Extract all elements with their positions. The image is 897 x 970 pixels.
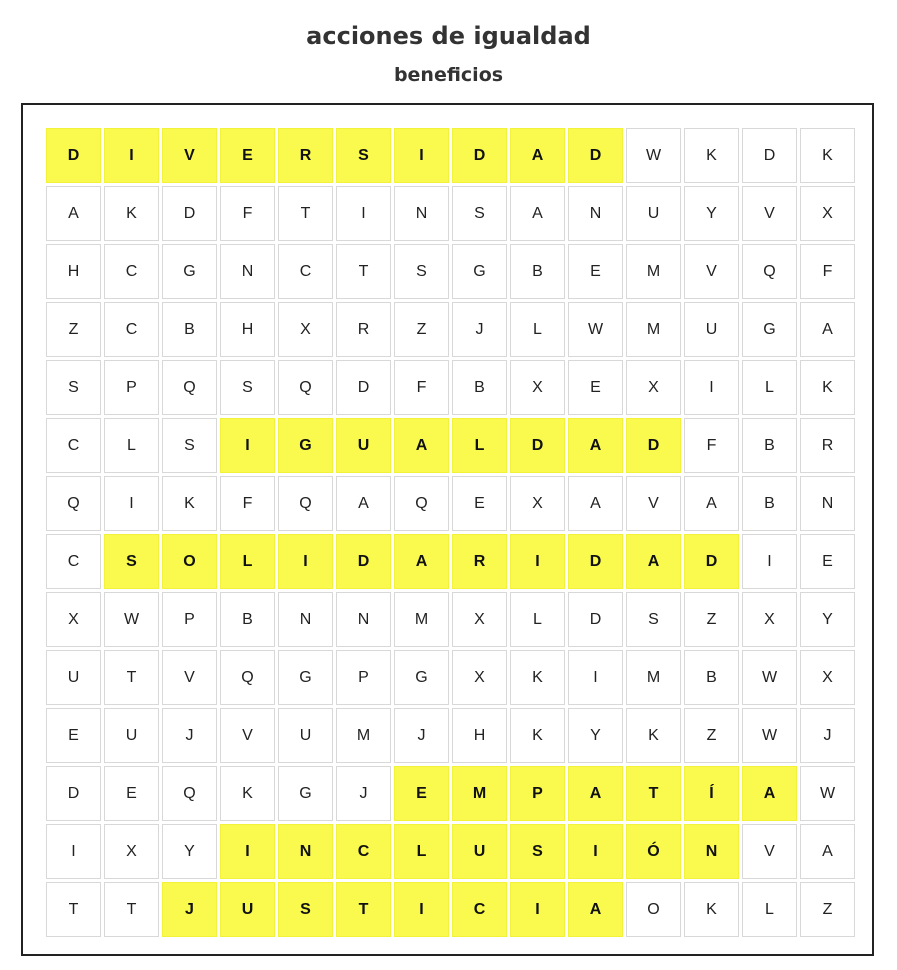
- grid-cell[interactable]: W: [568, 302, 623, 357]
- grid-cell[interactable]: B: [162, 302, 217, 357]
- grid-cell[interactable]: T: [104, 882, 159, 937]
- grid-cell[interactable]: W: [104, 592, 159, 647]
- grid-cell[interactable]: N: [220, 244, 275, 299]
- grid-cell[interactable]: J: [162, 708, 217, 763]
- grid-cell[interactable]: M: [626, 650, 681, 705]
- grid-cell[interactable]: A: [394, 534, 449, 589]
- grid-cell[interactable]: G: [278, 766, 333, 821]
- grid-cell[interactable]: S: [626, 592, 681, 647]
- grid-cell[interactable]: A: [510, 128, 565, 183]
- grid-cell[interactable]: K: [800, 360, 855, 415]
- grid-cell[interactable]: S: [452, 186, 507, 241]
- grid-cell[interactable]: Q: [394, 476, 449, 531]
- grid-cell[interactable]: G: [742, 302, 797, 357]
- grid-cell[interactable]: I: [568, 650, 623, 705]
- grid-cell[interactable]: D: [510, 418, 565, 473]
- grid-cell[interactable]: V: [742, 824, 797, 879]
- grid-cell[interactable]: S: [46, 360, 101, 415]
- grid-cell[interactable]: C: [336, 824, 391, 879]
- grid-cell[interactable]: A: [742, 766, 797, 821]
- grid-cell[interactable]: D: [626, 418, 681, 473]
- grid-cell[interactable]: G: [452, 244, 507, 299]
- grid-cell[interactable]: T: [626, 766, 681, 821]
- grid-cell[interactable]: Y: [162, 824, 217, 879]
- grid-cell[interactable]: C: [104, 244, 159, 299]
- grid-cell[interactable]: K: [220, 766, 275, 821]
- grid-cell[interactable]: J: [452, 302, 507, 357]
- grid-cell[interactable]: F: [684, 418, 739, 473]
- grid-cell[interactable]: K: [626, 708, 681, 763]
- grid-cell[interactable]: T: [46, 882, 101, 937]
- grid-cell[interactable]: I: [394, 128, 449, 183]
- grid-cell[interactable]: A: [510, 186, 565, 241]
- grid-cell[interactable]: I: [46, 824, 101, 879]
- grid-cell[interactable]: P: [104, 360, 159, 415]
- grid-cell[interactable]: Q: [46, 476, 101, 531]
- grid-cell[interactable]: N: [800, 476, 855, 531]
- grid-cell[interactable]: P: [336, 650, 391, 705]
- grid-cell[interactable]: K: [684, 128, 739, 183]
- grid-cell[interactable]: K: [510, 650, 565, 705]
- grid-cell[interactable]: L: [104, 418, 159, 473]
- grid-cell[interactable]: J: [394, 708, 449, 763]
- grid-cell[interactable]: W: [626, 128, 681, 183]
- grid-cell[interactable]: G: [278, 650, 333, 705]
- grid-cell[interactable]: D: [568, 128, 623, 183]
- grid-cell[interactable]: L: [220, 534, 275, 589]
- grid-cell[interactable]: Z: [684, 592, 739, 647]
- grid-cell[interactable]: E: [568, 244, 623, 299]
- grid-cell[interactable]: D: [162, 186, 217, 241]
- grid-cell[interactable]: Í: [684, 766, 739, 821]
- grid-cell[interactable]: S: [162, 418, 217, 473]
- grid-cell[interactable]: F: [394, 360, 449, 415]
- grid-cell[interactable]: Y: [684, 186, 739, 241]
- grid-cell[interactable]: Y: [800, 592, 855, 647]
- grid-cell[interactable]: D: [684, 534, 739, 589]
- grid-cell[interactable]: X: [800, 186, 855, 241]
- grid-cell[interactable]: B: [684, 650, 739, 705]
- grid-cell[interactable]: F: [800, 244, 855, 299]
- grid-cell[interactable]: M: [626, 244, 681, 299]
- grid-cell[interactable]: I: [336, 186, 391, 241]
- grid-cell[interactable]: X: [626, 360, 681, 415]
- grid-cell[interactable]: N: [394, 186, 449, 241]
- grid-cell[interactable]: N: [278, 824, 333, 879]
- grid-cell[interactable]: V: [626, 476, 681, 531]
- grid-cell[interactable]: F: [220, 186, 275, 241]
- grid-cell[interactable]: Q: [162, 766, 217, 821]
- grid-cell[interactable]: S: [336, 128, 391, 183]
- grid-cell[interactable]: U: [684, 302, 739, 357]
- grid-cell[interactable]: M: [452, 766, 507, 821]
- grid-cell[interactable]: J: [800, 708, 855, 763]
- grid-cell[interactable]: H: [220, 302, 275, 357]
- grid-cell[interactable]: X: [278, 302, 333, 357]
- grid-cell[interactable]: C: [104, 302, 159, 357]
- grid-cell[interactable]: C: [278, 244, 333, 299]
- grid-cell[interactable]: U: [46, 650, 101, 705]
- grid-cell[interactable]: W: [742, 650, 797, 705]
- grid-cell[interactable]: A: [684, 476, 739, 531]
- grid-cell[interactable]: M: [626, 302, 681, 357]
- grid-cell[interactable]: U: [626, 186, 681, 241]
- grid-cell[interactable]: X: [800, 650, 855, 705]
- grid-cell[interactable]: Z: [46, 302, 101, 357]
- grid-cell[interactable]: S: [220, 360, 275, 415]
- grid-cell[interactable]: C: [46, 534, 101, 589]
- grid-cell[interactable]: T: [336, 882, 391, 937]
- grid-cell[interactable]: V: [220, 708, 275, 763]
- grid-cell[interactable]: A: [800, 302, 855, 357]
- grid-cell[interactable]: I: [684, 360, 739, 415]
- grid-cell[interactable]: J: [336, 766, 391, 821]
- grid-cell[interactable]: K: [684, 882, 739, 937]
- grid-cell[interactable]: Q: [220, 650, 275, 705]
- grid-cell[interactable]: T: [278, 186, 333, 241]
- grid-cell[interactable]: D: [568, 534, 623, 589]
- grid-cell[interactable]: U: [220, 882, 275, 937]
- grid-cell[interactable]: K: [510, 708, 565, 763]
- grid-cell[interactable]: N: [568, 186, 623, 241]
- grid-cell[interactable]: A: [568, 476, 623, 531]
- grid-cell[interactable]: I: [568, 824, 623, 879]
- puzzle-title: acciones de igualdad: [306, 22, 591, 50]
- grid-cell[interactable]: Q: [742, 244, 797, 299]
- grid-cell[interactable]: D: [742, 128, 797, 183]
- grid-cell[interactable]: X: [742, 592, 797, 647]
- grid-cell[interactable]: A: [626, 534, 681, 589]
- grid-cell[interactable]: U: [104, 708, 159, 763]
- grid-cell[interactable]: D: [46, 128, 101, 183]
- grid-cell[interactable]: I: [104, 476, 159, 531]
- grid-cell[interactable]: P: [162, 592, 217, 647]
- grid-cell[interactable]: I: [742, 534, 797, 589]
- grid-cell[interactable]: S: [104, 534, 159, 589]
- grid-cell[interactable]: I: [220, 418, 275, 473]
- grid-cell[interactable]: B: [510, 244, 565, 299]
- grid-cell[interactable]: B: [742, 476, 797, 531]
- grid-cell[interactable]: X: [104, 824, 159, 879]
- grid-cell[interactable]: X: [510, 476, 565, 531]
- grid-cell[interactable]: O: [162, 534, 217, 589]
- grid-cell[interactable]: X: [510, 360, 565, 415]
- grid-cell[interactable]: G: [394, 650, 449, 705]
- grid-cell[interactable]: A: [336, 476, 391, 531]
- grid-cell[interactable]: V: [162, 650, 217, 705]
- grid-cell[interactable]: G: [162, 244, 217, 299]
- grid-cell[interactable]: I: [394, 882, 449, 937]
- grid-cell[interactable]: L: [510, 302, 565, 357]
- grid-cell[interactable]: R: [452, 534, 507, 589]
- grid-cell[interactable]: B: [220, 592, 275, 647]
- grid-cell[interactable]: B: [742, 418, 797, 473]
- grid-cell[interactable]: Q: [162, 360, 217, 415]
- grid-cell[interactable]: L: [394, 824, 449, 879]
- grid-cell[interactable]: O: [626, 882, 681, 937]
- grid-cell[interactable]: D: [336, 534, 391, 589]
- puzzle-subtitle: beneficios: [393, 64, 504, 86]
- grid-cell[interactable]: G: [278, 418, 333, 473]
- grid-cell[interactable]: D: [46, 766, 101, 821]
- grid-cell[interactable]: H: [452, 708, 507, 763]
- word-search-board: [21, 103, 874, 956]
- grid-cell[interactable]: V: [742, 186, 797, 241]
- grid-cell[interactable]: U: [278, 708, 333, 763]
- grid-cell[interactable]: R: [336, 302, 391, 357]
- grid-cell[interactable]: Q: [278, 476, 333, 531]
- grid-cell[interactable]: S: [278, 882, 333, 937]
- grid-cell[interactable]: N: [336, 592, 391, 647]
- grid-cell[interactable]: E: [104, 766, 159, 821]
- grid-cell[interactable]: N: [684, 824, 739, 879]
- grid-cell[interactable]: I: [510, 882, 565, 937]
- grid-cell[interactable]: K: [162, 476, 217, 531]
- grid-cell[interactable]: X: [452, 650, 507, 705]
- grid-cell[interactable]: T: [336, 244, 391, 299]
- grid-cell[interactable]: A: [568, 882, 623, 937]
- grid-cell[interactable]: E: [220, 128, 275, 183]
- grid-cell[interactable]: I: [278, 534, 333, 589]
- grid-cell[interactable]: P: [510, 766, 565, 821]
- grid-cell[interactable]: R: [800, 418, 855, 473]
- grid-cell[interactable]: S: [394, 244, 449, 299]
- grid-cell[interactable]: A: [568, 418, 623, 473]
- grid-cell[interactable]: W: [800, 766, 855, 821]
- grid-cell[interactable]: Z: [684, 708, 739, 763]
- grid-cell[interactable]: D: [568, 592, 623, 647]
- grid-cell[interactable]: X: [46, 592, 101, 647]
- grid-cell[interactable]: Ó: [626, 824, 681, 879]
- grid-cell[interactable]: A: [46, 186, 101, 241]
- grid-cell[interactable]: Q: [278, 360, 333, 415]
- grid-cell[interactable]: Y: [568, 708, 623, 763]
- grid-cell[interactable]: F: [220, 476, 275, 531]
- grid-cell[interactable]: L: [742, 360, 797, 415]
- grid-cell[interactable]: L: [510, 592, 565, 647]
- grid-cell[interactable]: L: [452, 418, 507, 473]
- grid-cell[interactable]: U: [452, 824, 507, 879]
- grid-cell[interactable]: R: [278, 128, 333, 183]
- grid-cell[interactable]: D: [452, 128, 507, 183]
- grid-cell[interactable]: I: [104, 128, 159, 183]
- grid-cell[interactable]: H: [46, 244, 101, 299]
- grid-cell[interactable]: K: [104, 186, 159, 241]
- grid-cell[interactable]: M: [336, 708, 391, 763]
- grid-cell[interactable]: S: [510, 824, 565, 879]
- grid-cell[interactable]: T: [104, 650, 159, 705]
- grid-cell[interactable]: E: [568, 360, 623, 415]
- grid-cell[interactable]: V: [684, 244, 739, 299]
- grid-cell[interactable]: L: [742, 882, 797, 937]
- grid-cell[interactable]: A: [800, 824, 855, 879]
- grid-cell[interactable]: E: [452, 476, 507, 531]
- grid-cell[interactable]: N: [278, 592, 333, 647]
- grid-cell[interactable]: C: [46, 418, 101, 473]
- grid-cell[interactable]: A: [568, 766, 623, 821]
- grid-cell[interactable]: B: [452, 360, 507, 415]
- grid-cell[interactable]: E: [394, 766, 449, 821]
- grid-cell[interactable]: W: [742, 708, 797, 763]
- grid-cell[interactable]: X: [452, 592, 507, 647]
- letter-grid: [46, 128, 855, 937]
- grid-cell[interactable]: K: [800, 128, 855, 183]
- grid-cell[interactable]: J: [162, 882, 217, 937]
- grid-cell[interactable]: Z: [394, 302, 449, 357]
- grid-cell[interactable]: E: [46, 708, 101, 763]
- grid-cell[interactable]: C: [452, 882, 507, 937]
- grid-cell[interactable]: U: [336, 418, 391, 473]
- grid-cell[interactable]: I: [510, 534, 565, 589]
- grid-cell[interactable]: Z: [800, 882, 855, 937]
- grid-cell[interactable]: E: [800, 534, 855, 589]
- grid-cell[interactable]: D: [336, 360, 391, 415]
- grid-cell[interactable]: I: [220, 824, 275, 879]
- grid-cell[interactable]: M: [394, 592, 449, 647]
- grid-cell[interactable]: A: [394, 418, 449, 473]
- grid-cell[interactable]: V: [162, 128, 217, 183]
